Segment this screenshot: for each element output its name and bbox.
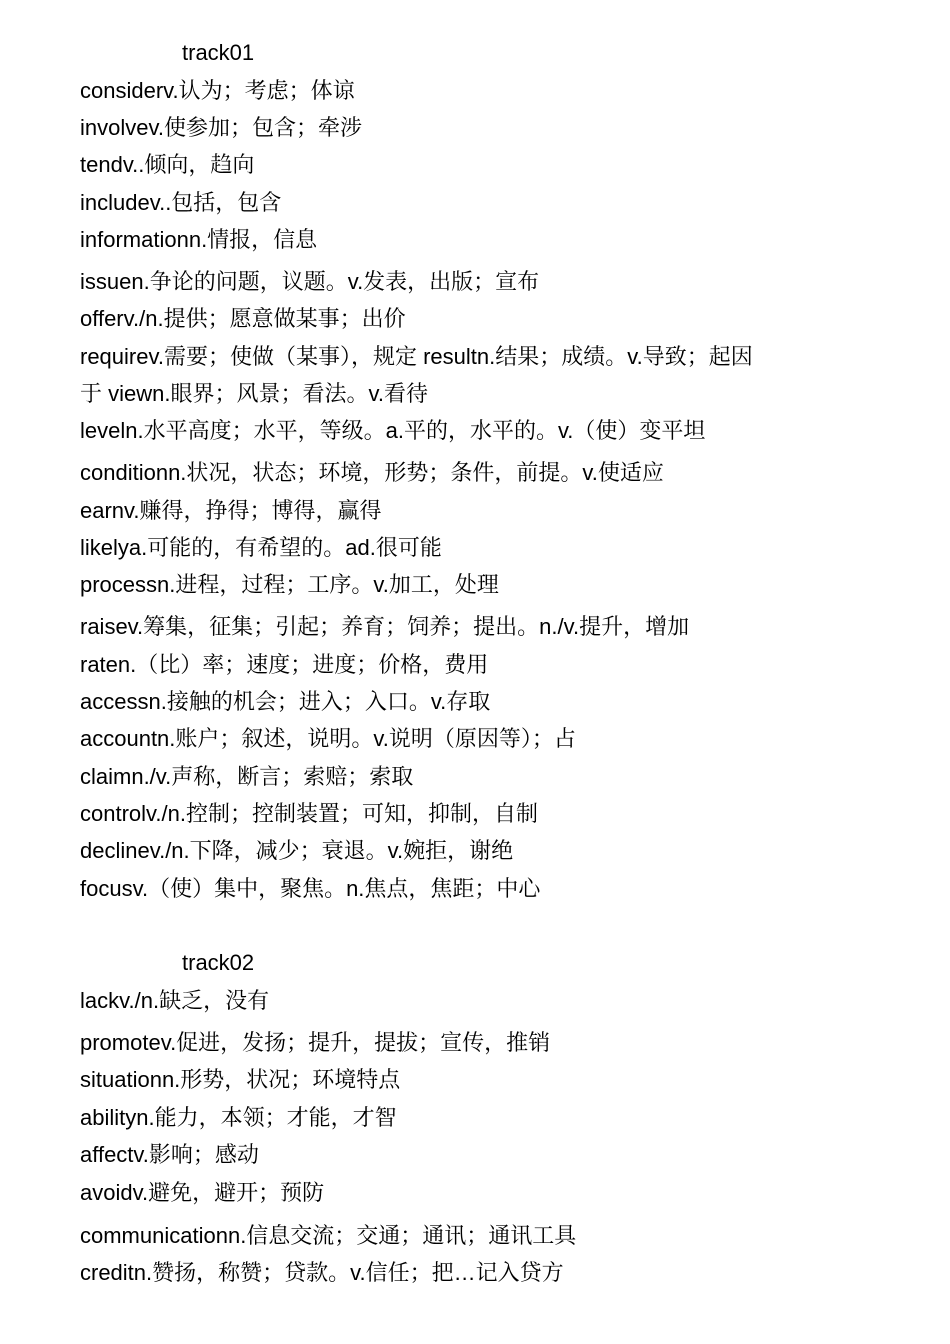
vocab-entry: considerv.认为；考虑；体谅 bbox=[80, 78, 355, 103]
vocab-entry: informationn.情报，信息 bbox=[80, 227, 318, 252]
vocab-entry: creditn.赞扬，称赞；贷款。v.信任；把…记入贷方 bbox=[80, 1260, 564, 1285]
vocab-entry: includev..包括，包含 bbox=[80, 190, 282, 215]
vocab-entry: earnv.赚得，挣得；博得，赢得 bbox=[80, 498, 382, 523]
vocab-entry: affectv.影响；感动 bbox=[80, 1142, 259, 1167]
section-heading-track02: track02 bbox=[182, 950, 255, 975]
vocab-entry: declinev./n.下降，减少；衰退。v.婉拒，谢绝 bbox=[80, 838, 514, 863]
vocab-entry: avoidv.避免，避开；预防 bbox=[80, 1180, 325, 1205]
vocab-entry: controlv./n.控制；控制装置；可知，抑制，自制 bbox=[80, 801, 538, 826]
vocab-entry: processn.进程，过程；工序。v.加工，处理 bbox=[80, 572, 499, 597]
vocab-entry: lackv./n.缺乏，没有 bbox=[80, 988, 270, 1013]
vocab-entry: requirev.需要；使做（某事），规定 resultn.结果；成绩。v.导致；起因 bbox=[80, 344, 753, 369]
vocab-entry: claimn./v.声称，断言；索赔；索取 bbox=[80, 764, 414, 789]
vocab-entry: conditionn.状况，状态；环境，形势；条件，前提。v.使适应 bbox=[80, 460, 664, 485]
vocab-entry: 于 viewn.眼界；风景；看法。v.看待 bbox=[80, 381, 428, 406]
vocab-entry: tendv..倾向，趋向 bbox=[80, 152, 255, 177]
vocab-entry: promotev.促进，发扬；提升，提拔；宣传，推销 bbox=[80, 1030, 551, 1055]
vocab-entry: leveln.水平高度；水平，等级。a.平的，水平的。v.（使）变平坦 bbox=[80, 418, 706, 443]
vocab-entry: involvev.使参加；包含；牵涉 bbox=[80, 115, 362, 140]
vocab-entry: situationn.形势，状况；环境特点 bbox=[80, 1067, 401, 1092]
vocab-entry: accessn.接触的机会；进入；入口。v.存取 bbox=[80, 689, 491, 714]
vocab-entry: abilityn.能力，本领；才能，才智 bbox=[80, 1105, 397, 1130]
vocab-entry: offerv./n.提供；愿意做某事；出价 bbox=[80, 306, 406, 331]
vocab-entry: focusv.（使）集中，聚焦。n.焦点，焦距；中心 bbox=[80, 876, 541, 901]
vocab-entry: raisev.筹集，征集；引起；养育；饲养；提出。n./v.提升，增加 bbox=[80, 614, 690, 639]
vocab-entry: accountn.账户；叙述，说明。v.说明（原因等）；占 bbox=[80, 726, 576, 751]
section-heading-track01: track01 bbox=[182, 40, 255, 65]
vocab-entry: raten.（比）率；速度；进度；价格，费用 bbox=[80, 652, 489, 677]
vocab-entry: communicationn.信息交流；交通；通讯；通讯工具 bbox=[80, 1223, 577, 1248]
vocab-entry: likelya.可能的，有希望的。ad.很可能 bbox=[80, 535, 442, 560]
vocab-entry: issuen.争论的问题，议题。v.发表，出版；宣布 bbox=[80, 269, 540, 294]
